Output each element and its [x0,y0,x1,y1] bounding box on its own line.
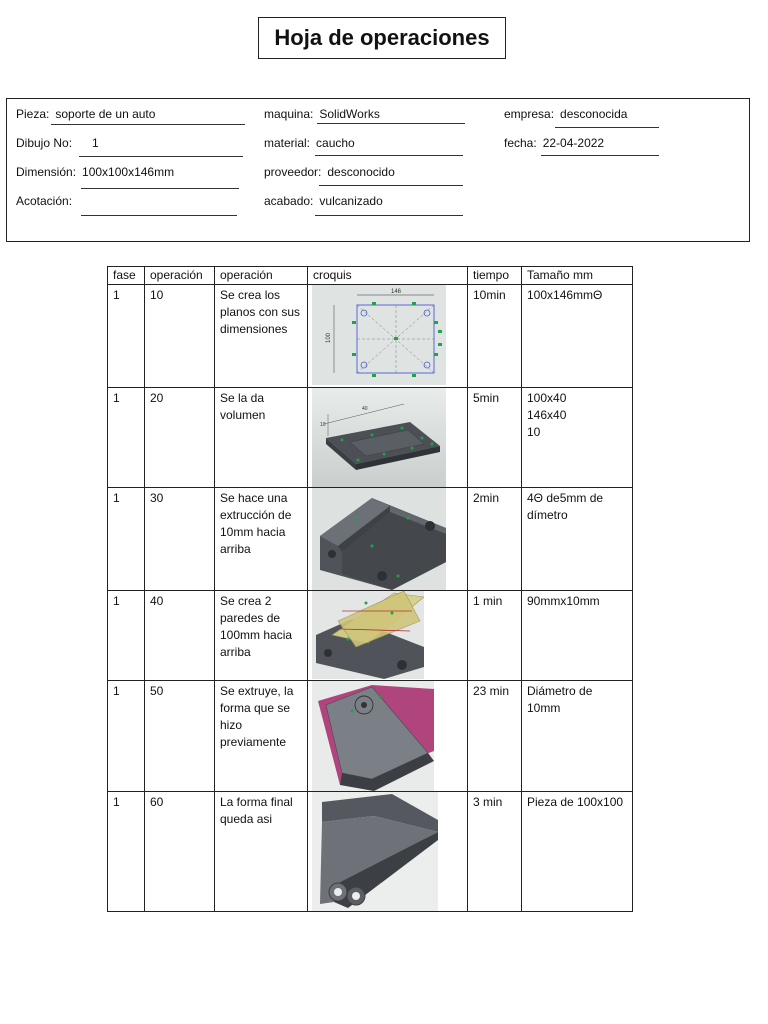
cell-num: 40 [145,591,215,681]
col-header-fase: fase [108,267,145,285]
cell-num: 10 [145,285,215,388]
cell-tiempo: 23 min [468,681,522,792]
cell-desc: Se crea los planos con sus dimensiones [215,285,308,388]
table-header-row [108,267,633,285]
cell-croquis [308,285,468,388]
sketch-image-final-part [312,792,438,911]
table-row [108,792,633,912]
col-header-tamano: Tamaño mm [522,267,633,285]
field-dibujo: Dibujo No: 1 [16,136,99,150]
svg-text:100: 100 [326,332,332,343]
field-proveedor: proveedor: desconocido [264,165,395,179]
svg-text:10: 10 [320,422,326,428]
underline-pieza [51,124,245,125]
cell-desc: Se extruye, la forma que se hizo previamente [215,681,308,792]
cell-tamano: Diámetro de 10mm [522,681,633,792]
underline-material [315,155,463,156]
sketch-image-planes [312,285,446,385]
cell-fase: 1 [108,792,145,912]
sketch-image-profile-extrude [312,681,434,791]
col-header-num: operación [145,267,215,285]
underline-acotacion [81,215,237,216]
cell-tamano: 4Θ de5mm de dímetro [522,488,633,591]
col-header-croquis: croquis [308,267,468,285]
underline-acabado [315,215,463,216]
underline-dimension [81,188,239,189]
cell-croquis [308,388,468,488]
cell-tiempo: 2min [468,488,522,591]
cell-tamano: 90mmx10mm [522,591,633,681]
underline-maquina [317,123,465,124]
cell-fase: 1 [108,681,145,792]
cell-tamano: Pieza de 100x100 [522,792,633,912]
cell-desc: Se crea 2 paredes de 100mm hacia arriba [215,591,308,681]
field-pieza: Pieza: soporte de un auto [16,107,156,121]
cell-num: 20 [145,388,215,488]
svg-text:146: 146 [390,289,402,295]
table-row [108,285,633,388]
document-title: Hoja de operaciones [258,17,506,59]
cell-fase: 1 [108,488,145,591]
col-header-desc: operación [215,267,308,285]
field-fecha: fecha: 22-04-2022 [504,136,605,150]
col-header-tiempo: tiempo [468,267,522,285]
cell-desc: Se hace una extrucción de 10mm hacia arriba [215,488,308,591]
cell-tiempo: 3 min [468,792,522,912]
table-row [108,488,633,591]
cell-desc: La forma final queda asi [215,792,308,912]
cell-num: 60 [145,792,215,912]
svg-text:40: 40 [362,406,368,412]
cell-tiempo: 10min [468,285,522,388]
cell-fase: 1 [108,285,145,388]
cell-desc: Se la da volumen [215,388,308,488]
table-row [108,681,633,792]
underline-proveedor [319,185,463,186]
cell-tamano: 100x146mmΘ [522,285,633,388]
operations-table [107,266,633,912]
header-info-box [6,98,750,242]
sketch-image-walls [312,591,424,679]
cell-tiempo: 5min [468,388,522,488]
sketch-image-volume [312,388,446,487]
table-row [108,388,633,488]
cell-tiempo: 1 min [468,591,522,681]
underline-fecha [541,155,659,156]
table-row [108,591,633,681]
cell-num: 50 [145,681,215,792]
cell-tamano: 100x40 146x40 10 [522,388,633,488]
field-empresa: empresa: desconocida [504,107,628,121]
cell-croquis [308,591,468,681]
cell-croquis [308,488,468,591]
sketch-image-extrusion [312,488,446,590]
cell-fase: 1 [108,388,145,488]
field-acotacion: Acotación: [16,194,73,208]
field-maquina: maquina: SolidWorks [264,107,380,121]
cell-num: 30 [145,488,215,591]
underline-dibujo [79,156,243,157]
field-material: material: caucho [264,136,355,150]
field-acabado: acabado: vulcanizado [264,194,383,208]
cell-fase: 1 [108,591,145,681]
cell-croquis [308,792,468,912]
cell-croquis [308,681,468,792]
underline-empresa [555,127,659,128]
field-dimension: Dimensión: 100x100x146mm [16,165,175,179]
